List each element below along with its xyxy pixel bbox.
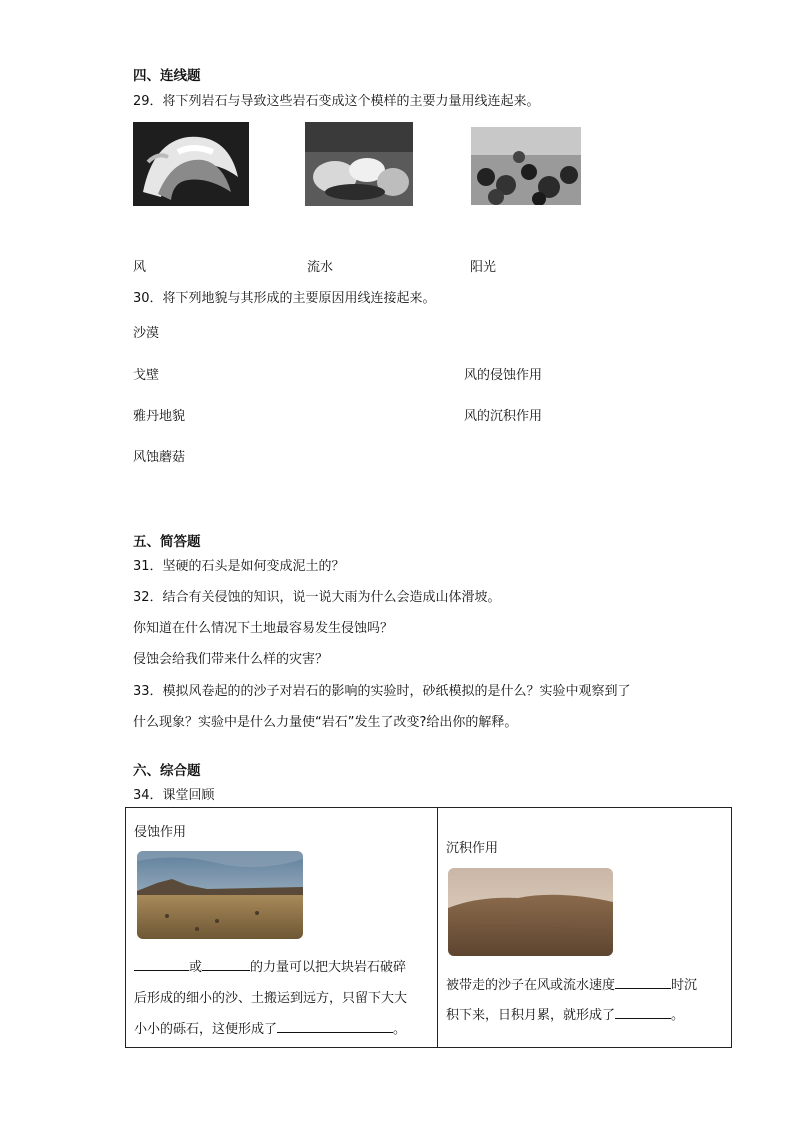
- cause-item: 风的沉积作用: [464, 409, 543, 424]
- blank-speed[interactable]: [615, 975, 671, 989]
- deposition-fill-line-1: [446, 974, 697, 993]
- question-32: 32．结合有关侵蚀的知识，说一说大雨为什么会造成山体滑坡。: [133, 590, 501, 605]
- blank-deposit-landform[interactable]: [615, 1005, 671, 1019]
- landform-item: 雅丹地貌: [133, 409, 186, 424]
- landform-item: 戈壁: [133, 368, 160, 383]
- sand-dune-photo: [448, 868, 613, 956]
- question-34: 34．课堂回顾: [133, 788, 215, 803]
- deposition-line1-text: 被带走的沙子在风或流水速度: [446, 978, 616, 993]
- question-32-part: 你知道在什么情况下土地最容易发生侵蚀吗？: [133, 621, 394, 636]
- question-30: 30．将下列地貌与其形成的主要原因用线连接起来。: [133, 291, 436, 306]
- question-33-cont: 什么现象？实验中是什么力量使“岩石”发生了改变?给出你的解释。: [133, 715, 518, 730]
- erosion-line3-text: 小小的砾石，这便形成了: [134, 1022, 278, 1037]
- blank-landform[interactable]: [277, 1019, 393, 1033]
- review-table: [125, 807, 732, 1048]
- deposition-fill-line-2: [446, 1004, 684, 1023]
- rock-photo-2: [305, 122, 413, 206]
- landform-item: 风蚀蘑菇: [133, 450, 186, 465]
- erosion-line3-end: 。: [393, 1022, 407, 1037]
- erosion-or-text: 或: [189, 960, 203, 975]
- erosion-line-2: 后形成的细小的沙、土搬运到远方，只留下大大: [134, 991, 408, 1006]
- question-32-part: 侵蚀会给我们带来什么样的灾害？: [133, 652, 329, 667]
- erosion-landscape-photo: [137, 851, 303, 939]
- cause-item: 风的侵蚀作用: [464, 368, 543, 383]
- erosion-title: 侵蚀作用: [134, 825, 187, 840]
- section-heading-short-answer: 五、简答题: [133, 534, 201, 550]
- landform-item: 沙漠: [133, 326, 160, 341]
- erosion-cell: [126, 808, 438, 1048]
- section-heading-comprehensive: 六、综合题: [133, 763, 201, 779]
- blank-force-1[interactable]: [134, 957, 189, 971]
- question-31: 31．坚硬的石头是如何变成泥土的？: [133, 559, 345, 574]
- deposition-line1-end: 时沉: [671, 978, 698, 993]
- rock-photo-1: [133, 122, 249, 206]
- section-heading-matching: 四、连线题: [133, 68, 201, 84]
- deposition-line2-end: 。: [671, 1008, 685, 1023]
- erosion-fill-line-1: [134, 956, 406, 975]
- question-29: 29．将下列岩石与导致这些岩石变成这个模样的主要力量用线连起来。: [133, 94, 540, 109]
- force-option-wind: 风: [133, 260, 147, 275]
- rock-photo-3: [471, 127, 581, 205]
- force-option-water: 流水: [307, 260, 334, 275]
- erosion-fill-line-3: [134, 1018, 406, 1037]
- deposition-title: 沉积作用: [446, 841, 499, 856]
- question-33: 33．模拟风卷起的的沙子对岩石的影响的实验时，砂纸模拟的是什么？实验中观察到了: [133, 684, 631, 699]
- blank-force-2[interactable]: [202, 957, 250, 971]
- erosion-line1-text: 的力量可以把大块岩石破碎: [250, 960, 407, 975]
- deposition-line2-text: 积下来，日积月累，就形成了: [446, 1008, 616, 1023]
- deposition-cell: [438, 808, 732, 1048]
- force-option-sunlight: 阳光: [470, 260, 497, 275]
